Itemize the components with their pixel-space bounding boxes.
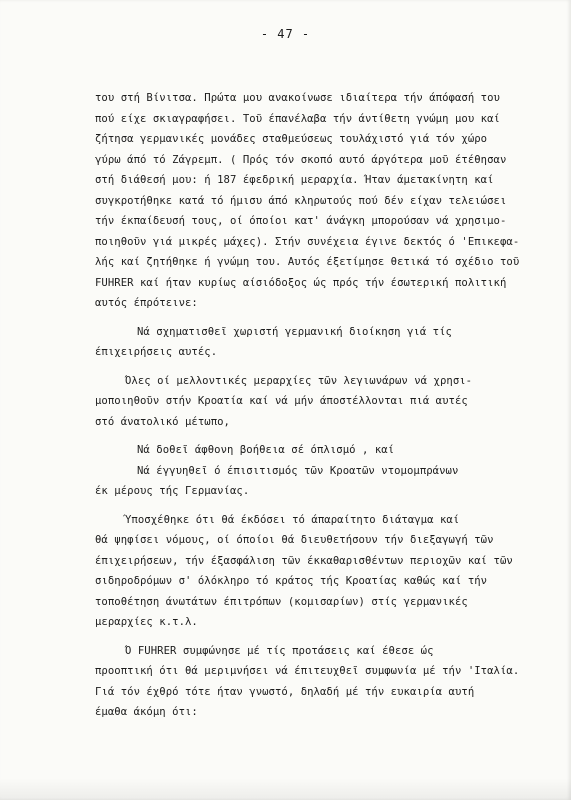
text-line: Ό FUHRER συμφώνησε μέ τίς προτάσεις καί έθεσε ώς bbox=[125, 644, 434, 657]
paragraph-gap bbox=[95, 432, 550, 440]
text-line: στή διάθεσή μου: ή 187 έφεδρική μεραρχία. Ήταν άμετακίνητη καί bbox=[95, 174, 494, 186]
text-line: Νά δοθεῖ άφθονη βοήθεια σέ όπλισμό , καί bbox=[137, 444, 395, 456]
text-line: Γιά τόν έχθρό τότε ήταν γνωστό, δηλαδή μέ τήν ευκαιρία αυτή bbox=[95, 685, 475, 698]
text-line: τοποθέτηση άνωτάτων έπιτρόπων (κομισαρίων) στίς γερμανικές bbox=[95, 595, 468, 608]
text-line: έμαθα άκόμη ότι: bbox=[95, 706, 198, 718]
text-line: μοποιηθοῦν στήν Κροατία καί νά μήν άποστέλλονται πιά αυτές bbox=[95, 395, 468, 407]
text-line: Ύποσχέθηκε ότι θά έκδόσει τό άπαραίτητο διάταγμα καί bbox=[125, 513, 460, 526]
text-line: του στή Βίνιτσα. Πρώτα μου ανακοίνωσε ιδιαίτερα τήν άπόφασή του bbox=[95, 92, 500, 104]
text-line: μεραρχίες κ.τ.λ. bbox=[95, 616, 198, 628]
body-text bbox=[95, 88, 550, 723]
text-line: έπιχειρήσεων, τήν έξασφάλιση τῶν έκκαθαρισθέντων περιοχῶν καί τῶν bbox=[95, 554, 513, 567]
text-line: σιδηροδρόμων σ' όλόκληρο τό κράτος τής Κροατίας καθώς καί τήν bbox=[95, 575, 488, 587]
text-line: γύρω άπό τό Ζάγρεμπ. ( Πρός τόν σκοπό αυτό άργότερα μοῦ έτέθησαν bbox=[95, 153, 507, 166]
text-line: ζήτησα γερμανικές μονάδες σταθμεύσεως τουλάχιστό γιά τόν χώρο bbox=[95, 133, 488, 145]
text-line: έπιχειρήσεις αυτές. bbox=[95, 346, 218, 358]
text-line: προοπτική ότι θά μεριμνήσει νά έπιτευχθεῖ συμφωνία μέ τήν 'Ιταλία. bbox=[95, 665, 520, 677]
paragraph-gap bbox=[95, 363, 550, 371]
paragraph-gap bbox=[95, 314, 550, 322]
text-line: FUHRER καί ήταν κυρίως αίσιόδοξος ώς πρός τήν έσωτερική πολιτική bbox=[95, 276, 507, 289]
text-line: συγκροτήθηκε κατά τό ήμισυ άπό κληρωτούς πού δέν είχαν τελειώσει bbox=[95, 194, 507, 207]
page-number: - 47 - bbox=[260, 27, 311, 41]
text-line: Όλες οί μελλοντικές μεραρχίες τῶν λεγιωνάρων νά χρησι- bbox=[125, 374, 473, 387]
text-line: ποιηθοῦν γιά μικρές μάχες). Στήν συνέχεια έγινε δεκτός ό 'Επικεφα- bbox=[95, 235, 520, 248]
text-line: Νά σχηματισθεῖ χωριστή γερμανική διοίκηση γιά τίς bbox=[137, 325, 452, 338]
page-bottom-shadow bbox=[0, 778, 571, 800]
text-line: έκ μέρους τής Γερμανίας. bbox=[95, 485, 250, 497]
paragraph-gap bbox=[95, 502, 550, 510]
text-line: στό άνατολικό μέτωπο, bbox=[95, 415, 230, 428]
paragraph-gap bbox=[95, 633, 550, 641]
text-line: λής καί ζητήθηκε ή γνώμη του. Αυτός έξετίμησε θετικά τό σχέδιο τοῦ bbox=[95, 256, 520, 268]
text-line: θά ψηφίσει νόμους, οί όποίοι θά διευθετήσουν τήν διεξαγωγή τῶν bbox=[95, 534, 494, 546]
text-line: αυτός έπρότεινε: bbox=[95, 297, 198, 309]
text-line: πού είχε σκιαγραφήσει. Τοῦ έπανέλαβα τήν άντίθετη γνώμη μου καί bbox=[95, 112, 500, 125]
text-line: τήν έκπαίδευσή τους, οί όποίοι κατ' άνάγκη μπορούσαν νά χρησιμο- bbox=[95, 215, 507, 227]
text-line: Νά έγγυηθεῖ ό έπισιτισμός τῶν Κροατῶν ντομομπράνων bbox=[137, 464, 459, 477]
